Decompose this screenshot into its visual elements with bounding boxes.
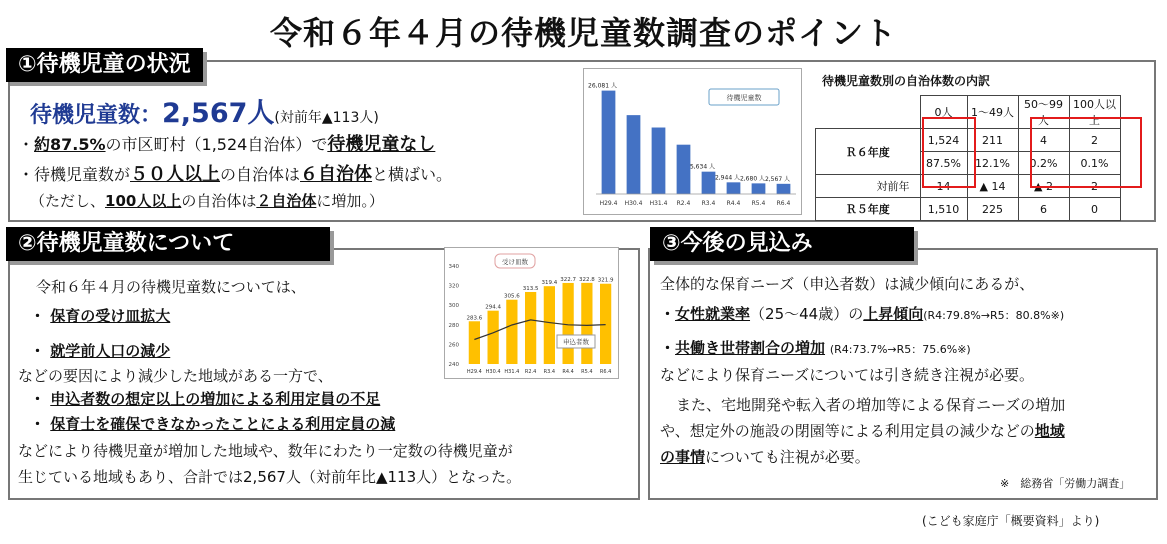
text: （ただし、 <box>30 192 106 210</box>
s1-line1 <box>18 130 435 156</box>
s2-p1: 令和６年４月の待機児童数については、 <box>36 278 306 296</box>
s1-line3 <box>30 190 384 211</box>
x-tick-label: R3.4 <box>543 369 556 375</box>
chart-bar <box>602 91 616 194</box>
text: や、想定外の施設の閉園等による利用定員の減少などの <box>660 422 1035 440</box>
y-tick-label: 300 <box>448 303 459 310</box>
legend-label: 申込者数 <box>563 338 589 346</box>
data-label: 305.6 <box>504 293 520 300</box>
s2-bullet4 <box>30 413 395 434</box>
page-title: 令和６年４月の待機児童数調査のポイント <box>269 14 897 52</box>
text: の市区町村（1,524自治体）で <box>105 135 328 154</box>
s1-line2 <box>18 160 452 186</box>
s3-p1: 全体的な保育ニーズ（申込者数）は減少傾向にあるが、 <box>660 275 1035 293</box>
chart-bar <box>469 321 480 364</box>
x-tick-label: H31.4 <box>649 200 668 207</box>
chart-bar <box>506 300 517 364</box>
chart-bar <box>525 292 536 364</box>
s2-p4: 生じている地域もあり、合計では2,567人（対前年比▲113人）となった。 <box>18 468 522 486</box>
table-cell: 1,524 <box>920 129 967 152</box>
table-title: 待機児童数別の自治体数の内訳 <box>822 74 991 88</box>
table-cell: 2 <box>1069 175 1120 198</box>
note: (R4:73.7%→R5：75.6%※) <box>829 343 971 356</box>
table-cell: 4 <box>1018 129 1069 152</box>
headline-note: (対前年▲113人) <box>274 110 379 126</box>
emph: 申込者数の想定以上の増加による利用定員の不足 <box>50 390 381 408</box>
s3-note: ※ 総務省「労働力調査」 <box>1000 477 1131 490</box>
y-tick-label: 260 <box>448 342 459 349</box>
emph: ２自治体 <box>256 192 317 210</box>
table-cell: 211 <box>967 129 1018 152</box>
chart-bar <box>581 283 592 364</box>
bullet: ・ <box>18 135 35 154</box>
section3-tab: ③今後の見込み <box>650 227 914 261</box>
x-tick-label: R2.4 <box>676 200 691 207</box>
x-tick-label: R6.4 <box>776 200 791 207</box>
y-tick-label: 320 <box>448 283 459 290</box>
x-tick-label: H30.4 <box>485 369 501 375</box>
bullet: ・ <box>660 339 676 357</box>
x-tick-label: R3.4 <box>701 200 716 207</box>
chart-bar <box>752 183 766 194</box>
waiting-children-bar-chart <box>583 68 802 215</box>
data-label: 321.9 <box>597 277 614 284</box>
source-note: (こども家庭庁「概要資料」より) <box>922 514 1100 528</box>
emph: 上昇傾向 <box>863 305 924 323</box>
x-tick-label: H31.4 <box>504 369 520 375</box>
table-cell: 2 <box>1069 129 1120 152</box>
s2-bullet2 <box>30 340 170 361</box>
s3-p5 <box>660 446 870 467</box>
emph: 保育士を確保できなかったことによる利用定員の減 <box>50 415 396 433</box>
data-label: 283.6 <box>466 315 483 322</box>
table-cell: 6 <box>1018 198 1069 221</box>
bullet: ・ <box>30 415 46 433</box>
emph: 就学前人口の減少 <box>50 342 171 360</box>
legend-label: 受け皿数 <box>502 258 528 266</box>
pct-highlight: 約87.5% <box>34 135 106 154</box>
table-cell: 0.1% <box>1069 152 1120 175</box>
x-tick-label: R4.4 <box>726 200 741 207</box>
table-cell: 0.2% <box>1018 152 1069 175</box>
chart-bar <box>627 115 641 194</box>
section1-tab: ①待機児童の状況 <box>6 48 203 82</box>
y-tick-label: 340 <box>448 264 459 270</box>
chart-bar <box>488 311 499 364</box>
chart-bar <box>727 182 741 194</box>
bullet: ・ <box>660 305 676 323</box>
s3-bullet2 <box>660 337 971 358</box>
text: ・待機児童数が <box>18 165 131 184</box>
chart-bar <box>563 283 574 364</box>
x-tick-label: H29.4 <box>466 369 482 375</box>
table-cell: 12.1% <box>967 152 1018 175</box>
note: (R4:79.8%→R5：80.8%※) <box>923 309 1065 322</box>
bullet: ・ <box>30 307 46 325</box>
data-label: 2,567 人 <box>764 175 791 183</box>
emph: 待機児童なし <box>327 134 436 155</box>
highlight-box-zero <box>922 117 976 188</box>
text: の自治体は <box>181 192 257 210</box>
data-label: 2,680 人 <box>739 175 766 183</box>
emph: 保育の受け皿拡大 <box>50 307 171 325</box>
chart-bar <box>677 145 691 194</box>
data-label: 26,081 人 <box>588 82 617 90</box>
table-header: 50〜99人 <box>1018 96 1069 129</box>
table-cell: 0 <box>1069 198 1120 221</box>
table-cell: ▲ 2 <box>1018 175 1069 198</box>
text: と横ばい。 <box>372 165 453 184</box>
text: に増加。） <box>316 192 384 210</box>
s2-bullet3 <box>30 388 380 409</box>
data-label: 5,634 人 <box>689 163 716 171</box>
bullet: ・ <box>30 342 46 360</box>
emph: 地域 <box>1034 422 1065 440</box>
text: （25〜44歳）の <box>750 305 864 323</box>
data-label: 319.4 <box>541 280 558 287</box>
emph: 共働き世帯割合の増加 <box>675 339 826 357</box>
x-tick-label: R6.4 <box>599 369 612 375</box>
emph: ６自治体 <box>300 164 373 185</box>
x-tick-label: R5.4 <box>751 200 766 207</box>
capacity-bar-line-chart <box>444 247 619 379</box>
legend-label: 待機児童数 <box>726 94 762 102</box>
s3-bullet1 <box>660 303 1064 324</box>
emph: 女性就業率 <box>675 305 751 323</box>
row-label: Ｒ５年度 <box>816 198 921 221</box>
data-label: 2,944 人 <box>714 174 741 182</box>
table-row <box>816 198 1121 221</box>
table-cell: 14 <box>920 175 967 198</box>
emph: 100人以上 <box>105 192 182 210</box>
table-cell: 1,510 <box>920 198 967 221</box>
data-label: 294.4 <box>485 304 501 311</box>
table-cell: 225 <box>967 198 1018 221</box>
chart-bar <box>544 286 555 364</box>
emph: の事情 <box>660 448 706 466</box>
table-cell: ▲ 14 <box>967 175 1018 198</box>
row-label: Ｒ６年度 <box>816 129 921 175</box>
s3-p4 <box>660 420 1065 441</box>
highlight-box-50plus <box>1030 117 1142 188</box>
x-tick-label: H30.4 <box>624 200 643 207</box>
x-tick-label: R5.4 <box>581 369 593 375</box>
table-header: 1〜49人 <box>967 96 1018 129</box>
x-tick-label: R2.4 <box>524 369 537 375</box>
x-tick-label: R4.4 <box>562 369 574 375</box>
chart-bar <box>652 128 666 194</box>
s2-p2: などの要因により減少した地域がある一方で、 <box>18 367 333 385</box>
s2-bullet1 <box>30 305 170 326</box>
s2-p3: などにより待機児童が増加した地域や、数年にわたり一定数の待機児童が <box>18 442 513 460</box>
chart-bar <box>702 172 716 194</box>
table-header: 100人以上 <box>1069 96 1120 129</box>
text: についても注視が必要。 <box>705 448 870 466</box>
table-cell: 87.5% <box>920 152 967 175</box>
y-tick-label: 240 <box>448 362 459 368</box>
chart-bar <box>777 184 791 194</box>
bullet: ・ <box>30 390 46 408</box>
text: の自治体は <box>220 165 301 184</box>
emph: ５０人以上 <box>130 164 221 185</box>
table-header: 0人 <box>920 96 967 129</box>
table-corner <box>816 96 921 129</box>
s3-p2: などにより保育ニーズについては引き続き注視が必要。 <box>660 366 1034 384</box>
chart-bar <box>600 284 611 364</box>
data-label: 313.5 <box>522 285 539 292</box>
s3-p3: また、宅地開発や転入者の増加等による保育ニーズの増加 <box>676 396 1066 414</box>
section2-tab: ②待機児童数について <box>6 227 330 261</box>
y-tick-label: 280 <box>448 322 459 329</box>
headline-value: 2,567人 <box>162 98 275 129</box>
row-label: 対前年 <box>816 175 921 198</box>
headline <box>30 91 379 130</box>
headline-label: 待機児童数： <box>30 103 163 128</box>
data-label: 322.7 <box>560 276 576 283</box>
data-label: 322.8 <box>579 276 595 283</box>
x-tick-label: H29.4 <box>599 200 618 207</box>
